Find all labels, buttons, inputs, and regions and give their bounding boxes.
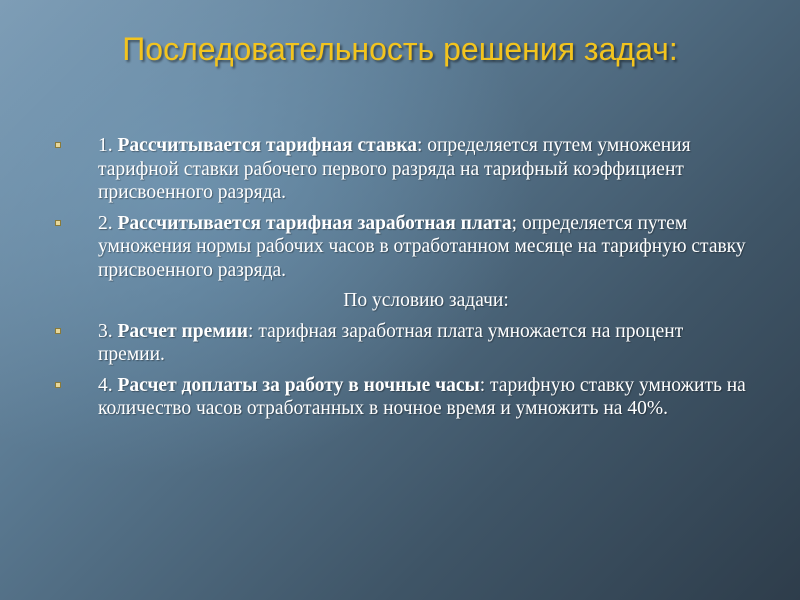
item-text: ; определяется путем умножения нормы рабочих часов в отработанном месяце на тарифную ставку присвоенного разряда. (98, 212, 746, 281)
list-item (54, 134, 754, 205)
item-number: 4. (98, 374, 118, 396)
list-item (54, 374, 754, 421)
item-heading: Рассчитывается тарифная заработная плата (117, 212, 512, 234)
item-number: 3. (98, 320, 118, 342)
square-bullet-icon (55, 142, 61, 148)
item-text: : тарифную ставку умножить на количество часов отработанных в ночное время и умножить на 40%. (98, 374, 746, 419)
item-heading: Расчет доплаты за работу в ночные часы (117, 374, 480, 396)
list-item (54, 212, 754, 283)
square-bullet-icon (55, 328, 61, 334)
list-item (54, 320, 754, 367)
item-number: 2. (98, 212, 118, 234)
square-bullet-icon (55, 220, 61, 226)
square-bullet-icon (55, 382, 61, 388)
item-text: : тарифная заработная плата умножается на процент премии. (98, 320, 684, 365)
slide-title: Последовательность решения задач: (122, 31, 678, 67)
item-heading: Рассчитывается тарифная ставка (117, 135, 417, 156)
item-heading: Расчет премии (117, 320, 249, 342)
condition-line: По условию задачи: (343, 290, 509, 311)
item-number: 1. (98, 135, 118, 156)
item-text: : определяется путем умножения тарифной ставки рабочего первого разряда на тарифный коэффициент присвоенного разряда. (98, 135, 691, 203)
slide-content (54, 134, 754, 428)
